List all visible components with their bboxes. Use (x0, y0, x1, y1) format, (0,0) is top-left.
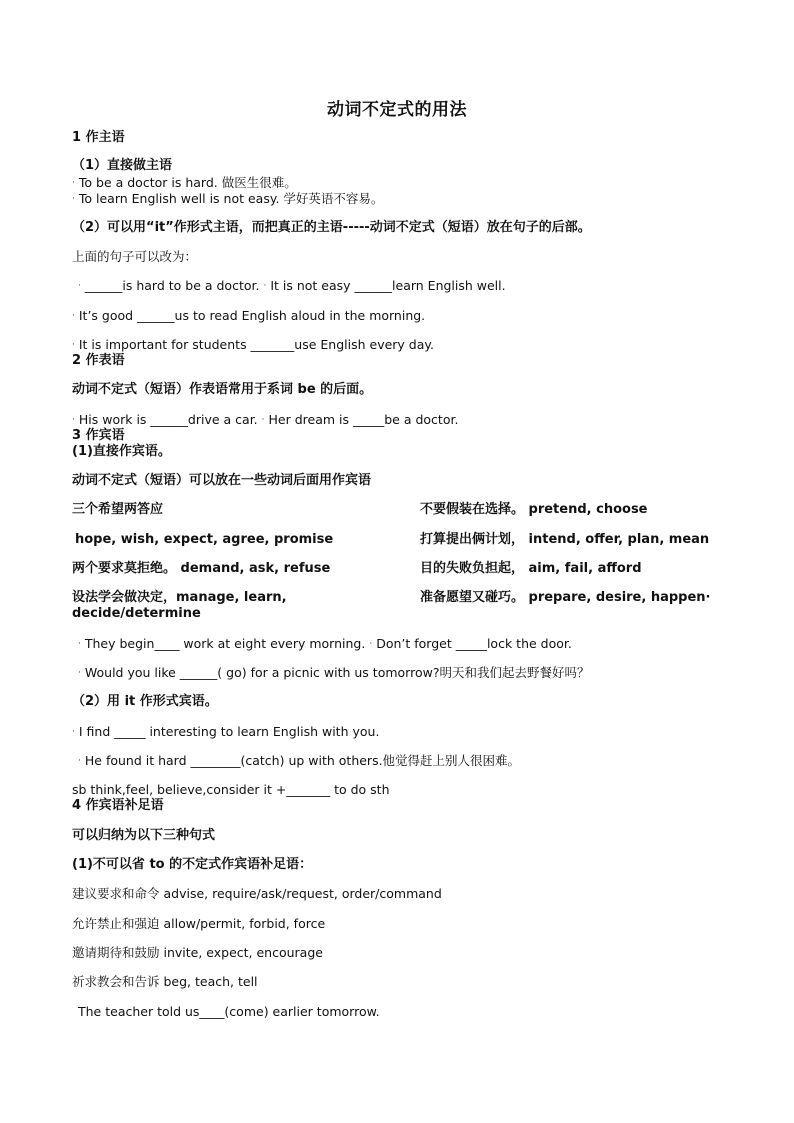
s3-pattern: sb think,feel, believe,consider it +_______ to do sth (72, 782, 390, 797)
s3-example-4 (78, 753, 520, 769)
bullet-icon: · (78, 756, 81, 766)
s2-example-1b-text: Her dream is _____be a doctor. (268, 412, 459, 427)
bullet-icon: · (72, 415, 75, 425)
section-2-heading: 2 作表语 (72, 353, 125, 368)
s3-subheading-1: (1)直接作宾语。 (72, 444, 171, 459)
section-3-heading: 3 作宾语 (72, 428, 125, 443)
bullet-icon: · (72, 340, 75, 350)
verb-list-left-4-continued: decide/determine (72, 606, 201, 621)
s4-item-3: 邀请期待和鼓励 invite, expect, encourage (72, 945, 323, 960)
s3-example-1a-text: They begin____ work at eight every morning. (84, 636, 366, 651)
verb-list-left-3: 两个要求莫拒绝。 demand, ask, refuse (72, 561, 331, 576)
s2-example-1 (72, 412, 458, 428)
s4-subheading-1: (1)不可以省 to 的不定式作宾语补足语： (72, 857, 313, 872)
verb-list-left-4: 设法学会做决定，manage, learn, (72, 590, 287, 605)
s3-subheading-2: （2）用 it 作形式宾语。 (72, 694, 218, 709)
verb-list-left-1: 三个希望两答应 (72, 502, 164, 517)
s3-example-1b-text: Don’t forget _____lock the door. (376, 636, 572, 651)
s1-example-1-text: To be a doctor is hard. 做医生很难。 (78, 175, 297, 190)
s1-example-2 (72, 191, 383, 207)
s3-description: 动词不定式（短语）可以放在一些动词后面用作宾语 (72, 473, 372, 488)
verb-list-right-3: 目的失败负担起， aim, fail, afford (420, 561, 642, 576)
s3-example-1 (78, 636, 572, 652)
s3-example-4-text: He found it hard ________(catch) up with others.他觉得赶上别人很困难。 (84, 753, 521, 768)
s3-example-3 (72, 724, 379, 740)
s4-item-4: 祈求教会和告诉 beg, teach, tell (72, 974, 258, 989)
s3-example-2 (78, 665, 589, 681)
s4-example-1: The teacher told us____(come) earlier tomorrow. (78, 1004, 380, 1019)
bullet-icon: · (263, 281, 267, 291)
s1-example-4 (72, 308, 425, 324)
verb-list-right-1: 不要假装在选择。 pretend, choose (420, 502, 648, 517)
bullet-icon: · (72, 311, 75, 321)
s1-example-5 (72, 337, 434, 353)
section-4-heading: 4 作宾语补足语 (72, 798, 164, 813)
s1-example-5-text: It is important for students _______use English every day. (78, 337, 434, 352)
bullet-icon: · (78, 281, 81, 291)
s1-example-3b-text: It is not easy ______learn English well. (270, 278, 506, 293)
bullet-icon: · (78, 668, 81, 678)
s3-example-2-text: Would you like ______( go) for a picnic with us tomorrow?明天和我们起去野餐好吗？ (84, 665, 590, 680)
bullet-icon: · (72, 727, 75, 737)
section-1-heading: 1 作主语 (72, 130, 125, 145)
bullet-icon: · (261, 415, 265, 425)
s1-example-4-text: It’s good ______us to read English aloud in the morning. (78, 308, 426, 323)
s4-item-1: 建议要求和命令 advise, require/ask/request, order/command (72, 886, 442, 901)
s1-example-3a-text: ______is hard to be a doctor. (84, 278, 260, 293)
verb-list-right-2: 打算提出俩计划， intend, offer, plan, mean (420, 532, 710, 547)
bullet-icon: · (78, 639, 81, 649)
page-title: 动词不定式的用法 (327, 100, 467, 120)
s3-example-3-text: I find _____ interesting to learn English with you. (78, 724, 380, 739)
s4-description: 可以归纳为以下三种句式 (72, 828, 216, 843)
bullet-icon: · (72, 178, 75, 188)
verb-list-left-2: hope, wish, expect, agree, promise (75, 532, 334, 547)
verb-list-right-4: 准备愿望又碰巧。 prepare, desire, happen· (420, 590, 711, 605)
s2-description: 动词不定式（短语）作表语常用于系词 be 的后面。 (72, 382, 373, 397)
s1-subheading-1: （1）直接做主语 (72, 158, 173, 173)
s4-item-2: 允许禁止和强迫 allow/permit, forbid, force (72, 916, 326, 931)
s2-example-1a-text: His work is ______drive a car. (78, 412, 258, 427)
bullet-icon: · (369, 639, 373, 649)
s1-example-2-text: To learn English well is not easy. 学好英语不容易。 (78, 191, 384, 206)
s1-rewrite-note: 上面的句子可以改为： (72, 249, 198, 264)
s1-example-1 (72, 175, 297, 191)
s1-subheading-2: （2）可以用“it”作形式主语，而把真正的主语-----动词不定式（短语）放在句子的后部。 (72, 220, 591, 235)
s1-example-3 (78, 278, 506, 294)
bullet-icon: · (72, 194, 75, 204)
